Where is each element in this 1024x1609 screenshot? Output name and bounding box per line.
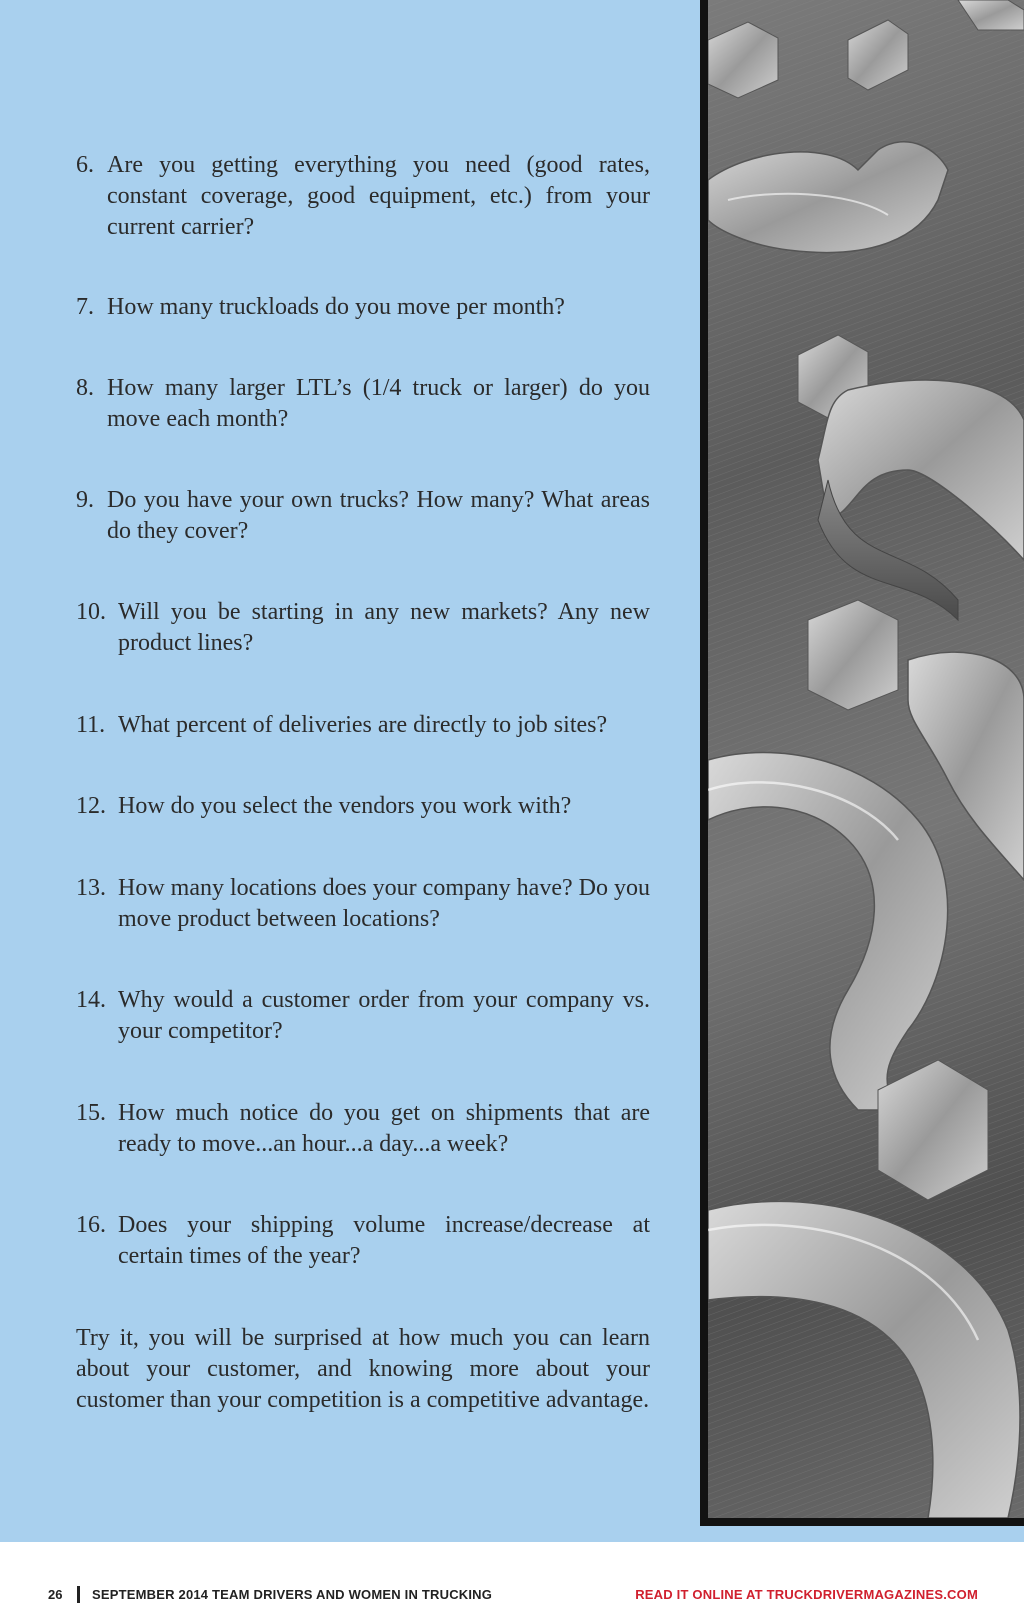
question-text: Do you have your own trucks? How many? What areas do they cover? bbox=[107, 487, 650, 544]
question-text: How many locations does your company have? Do you move product between locations? bbox=[118, 875, 650, 932]
question-text: How many larger LTL’s (1/4 truck or larger) do you move each month? bbox=[107, 375, 650, 432]
question-marks-photo-frame bbox=[700, 0, 1024, 1526]
question-item bbox=[76, 1210, 650, 1272]
question-text: How many truckloads do you move per month? bbox=[107, 294, 565, 320]
question-text: Why would a customer order from your company vs. your competitor? bbox=[118, 987, 650, 1044]
question-number: 13. bbox=[76, 875, 106, 901]
question-number: 15. bbox=[76, 1100, 106, 1126]
question-item bbox=[76, 710, 650, 741]
question-number: 6. bbox=[76, 152, 94, 178]
page-footer bbox=[0, 1542, 1024, 1609]
question-text: Are you getting everything you need (good rates, constant coverage, good equipment, etc.) from your current carrier? bbox=[107, 152, 650, 240]
question-text: Will you be starting in any new markets? Any new product lines? bbox=[118, 599, 650, 656]
question-number: 16. bbox=[76, 1212, 106, 1238]
question-number: 10. bbox=[76, 599, 106, 625]
question-text: Does your shipping volume increase/decrease at certain times of the year? bbox=[118, 1212, 650, 1269]
question-number: 7. bbox=[76, 294, 94, 320]
question-number: 12. bbox=[76, 793, 106, 819]
question-number: 14. bbox=[76, 987, 106, 1013]
metal-question-marks-illustration bbox=[708, 0, 1024, 1518]
question-item bbox=[76, 292, 650, 323]
question-item bbox=[76, 791, 650, 822]
issue-title: SEPTEMBER 2014 TEAM DRIVERS AND WOMEN IN TRUCKING bbox=[92, 1587, 493, 1602]
question-marks-photo bbox=[708, 0, 1024, 1518]
question-item bbox=[76, 985, 650, 1047]
question-item bbox=[76, 485, 650, 547]
question-text: How much notice do you get on shipments that are ready to move...an hour...a day...a week? bbox=[118, 1100, 650, 1157]
question-number: 8. bbox=[76, 375, 94, 401]
question-item bbox=[76, 150, 650, 243]
question-item bbox=[76, 597, 650, 659]
question-item bbox=[76, 373, 650, 435]
question-text: What percent of deliveries are directly to job sites? bbox=[118, 712, 608, 738]
question-item bbox=[76, 1098, 650, 1160]
read-online-link[interactable]: READ IT ONLINE AT TRUCKDRIVERMAGAZINES.COM bbox=[635, 1587, 978, 1602]
page-number: 26 bbox=[48, 1587, 63, 1602]
question-number: 11. bbox=[76, 712, 106, 738]
question-item bbox=[76, 873, 650, 935]
closing-paragraph: Try it, you will be surprised at how much you can learn about your customer, and knowing more about your customer than your competition is a competitive advantage. bbox=[76, 1325, 650, 1413]
footer-divider bbox=[77, 1586, 80, 1603]
question-number: 9. bbox=[76, 487, 94, 513]
question-text: How do you select the vendors you work with? bbox=[118, 793, 572, 819]
